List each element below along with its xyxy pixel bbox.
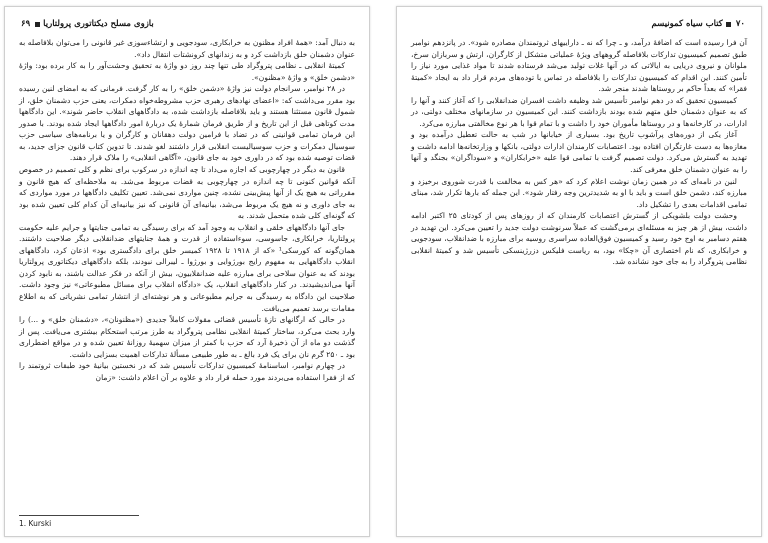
paragraph: آغاز یکی از دوره‌های پرآشوب تاریخ بود. بسیاری از خیابانها در شب به حالت تعطیل درآمده بود و مغازه‌ها به دست غارتگران افتاده بود. اعتصابات کارمندان ادارات دولتی، بانکها و وزارتخانه‌ها ادامه داشت و تهدید به گسترش می‌کرد. دولت تصمیم گرفت با تمامی قوا علیه «خرابکاران» و «سوداگران» بجنگد و آنها را به عنوان دشمنان خلق معرفی کند.	[411, 130, 747, 175]
paragraph: قانون به دیگر در چهارچوبی که اجازه می‌داد تا چه اندازه در سرکوب برای نظم و کلی تصمیم در خصوص آنکه قوانین کنونی تا چه اندازه در چهارچوبی به قضات مربوط می‌شد. به ملاحظه‌ای که هیچ قانون و مقرراتی به هیچ یک از آنها پیش‌بینی نشده، چنین مواردی نمی‌شد. تعیین تکلیف دادگاهها در مورد مواردی که به جای داوری و نه هیچ یک مربوط می‌شد، بیانیه‌ای آن قانونی که نیز بیانیه‌ای آن کدام کلی تعیین شده بود که گونه‌ای کلی شده متحمل شدند. به	[19, 165, 355, 221]
square-bullet-icon	[726, 22, 731, 27]
right-page-header	[411, 17, 747, 31]
square-bullet-icon	[35, 22, 40, 27]
paragraph: کمیتهٔ انقلابی ـ نظامی پتروگراد طی تنها چند روز دو واژهٔ به تحقیق وحشت‌آور را به کار برده بود: واژهٔ «دشمن خلق» و واژهٔ «مظنون».	[19, 61, 355, 82]
left-page-number: ۶۹	[21, 19, 31, 29]
left-page-header	[19, 17, 355, 31]
left-header-title: بازوی مسلح دیکتاتوری پرولتاریا	[43, 19, 154, 29]
paragraph: لنین در نامه‌ای که در همین زمان نوشت اعلام کرد که «هر کس به مخالفت با قدرت شوروی برخیزد و مبارزه کند، دشمن خلق است و باید با او به شدیدترین وجه رفتار شود». این جمله که بارها تکرار شد، مبنای تمامی اقدامات بعدی را تشکیل داد.	[411, 176, 747, 209]
left-page-body	[19, 37, 355, 383]
left-page	[4, 6, 370, 537]
paragraph: به دنبال آمد: «همهٔ افراد مظنون به خرابکاری، سودجویی و ارتشاءسوزی غیر قانونی را می‌توان بلافاصله به عنوان دشمنان خلق بازداشت کرد و به زندانهای کرونشتات انتقال داد».	[19, 38, 355, 59]
right-page-number: ۷۰	[735, 19, 745, 29]
paragraph: وحشت دولت بلشویکی از گسترش اعتصابات کارمندان که از روزهای پس از کودتای ۲۵ اکتبر ادامه داشت، بیش از هر چیز به مسئله‌ای برمی‌گشت که عملاً سرنوشت دولت جدید را تعیین می‌کرد. این تهدید در هفتم دسامبر به اوج خود رسید و کمیسیون فوق‌العاده سراسری روسیه برای مبارزه با ضدانقلاب، سودجویی و خرابکاری، که نام اختصاری آن «چکا» بود، به ریاست فلیکس دزرژینسکی تأسیس شد و کمیتهٔ انقلابی نظامی پتروگراد را به جای خود نشانده شد.	[411, 211, 747, 267]
paragraph: جای آنها دادگاههای خلقی و انقلاب به وجود آمد که برای رسیدگی به تمامی جنایتها و جرایم علیه حکومت پرولتاریا، خرابکاری، جاسوسی، سوءاستفاده از قدرت و همهٔ جنایتهای ضدانقلابی دیگر صلاحیت داشتند. همان‌گونه که کورسکی¹ «که از ۱۹۱۸ تا ۱۹۲۸ کمیسر خلق برای دادگستری بود» اذعان کرد، دادگاههای انقلاب دادگاههایی به مفهوم رایج بورژوایی و بورژوا ـ لیبرالی نبودند، بلکه دادگاههای دیکتاتوری پرولتاریا بودند که به عنوان سلاحی برای مبارزه علیه ضدانقلابیون، بیش از آنکه در فکر عدالت باشند، به نابود کردن آنها می‌اندیشیدند. در کنار دادگاههای انقلاب، یک «دادگاه انقلاب برای مسائل مطبوعاتی» نیز وجود داشت. صلاحیت این دادگاه به رسیدگی به جرایم مطبوعاتی و هر نوشته‌ای از انتشار تمامی نشریاتی که به اطلاع مقامات برسد تعمیم می‌یافت.	[19, 222, 355, 313]
paragraph: در چهارم نوامبر، اساسنامهٔ کمیسیون تدارکات تأسیس شد که در نخستین بیانیهٔ خود طبقات ثروتمند را که از فقرا استفاده می‌بردند مورد حمله قرار داد و علاوه بر آن اعلام داشت: «زمان	[19, 361, 355, 382]
right-page-body	[411, 37, 747, 268]
paragraph: در حالی که ارگانهای تازهٔ تأسیس قضائی مقولات کاملاً جدیدی («مظنونان»، «دشمنان خلق» و ...) را وارد بحث می‌کرد، ساختار کمیتهٔ انقلابی نظامی پتروگراد به طرز مرتب استحکام بیشتری می‌یافت. پس از گذشت دو ماه از آن ذخیرهٔ آرد که حزب با کمتر از میزان سهمیهٔ روزانهٔ تعیین شده و در مواقع اضطراری بود ـ ۲۵۰ گرم نان برای یک فرد بالغ ـ به طور طبیعی مسألهٔ تدارکات اهمیت بسزایی داشت.	[19, 315, 355, 359]
paragraph: آن فرا رسیده است که اضافهٔ درآمد، و ـ چرا که نه ـ داراییهای ثروتمندان مصادره شود». در پانزدهم نوامبر طبق تصمیم کمیسیون تدارکات بلافاصله گروههای ویژهٔ عملیاتی متشکل از کارگران، ارتش و سربازان سرخ، ملوانان و نیروی دریایی به ایالاتی که در آنها غلات تولید می‌شد فرستاده شدند تا مواد غذایی مورد نیاز را تأمین کنند. این اقدام که کمیسیون تدارکات را بلافاصله در تماس با توده‌های مردم قرار داد به ایجاد «کمیتهٔ فقرا» که بعداً حاکم بر روستاها شدند منجر شد.	[411, 38, 747, 94]
paragraph: کمیسیون تحقیق که در دهم نوامبر تأسیس شد وظیفه داشت افسران ضدانقلابی را که آغاز کنند و آنها را که به عنوان دشمنان خلق متهم شده بودند بازداشت کنند. این کمیسیون در سازمانهای مختلف دولتی، در ادارات، در کارخانه‌ها و در روستاها مأموران خود را داشت و با تمام قوا با هر نوع مخالفتی مبارزه می‌کرد.	[411, 95, 747, 128]
right-header-title: کتاب سیاه کمونیسم	[651, 19, 723, 29]
footnote-divider	[19, 515, 139, 516]
paragraph: در ۲۸ نوامبر، سرانجام دولت نیز واژهٔ «دشمن خلق» را به کار گرفت. فرمانی که به امضای لنین رسیده بود مقرر می‌داشت که: «اعضای نهادهای رهبری حزب مشروطه‌خواه دمکرات، یعنی حزب دشمنان خلق، از شمول قانون مستثنا هستند و باید بلافاصله بازداشت شده، به دادگاههای انقلاب حاضر شوند». این دادگاهها مدت کوتاهی قبل از این تاریخ و از طریق فرمان شمارهٔ یک دربارهٔ امور دادگاهها ایجاد شده بودند. با صدور این فرمان تمامی قوانینی که در تضاد با فرامین دولت دهقانان و کارگران و یا برنامه‌های سیاسی حزب سوسیال دمکرات و حزب سوسیالیست انقلابی قرار داشتند لغو شدند. تا تدوین کتاب قانون جزای جدید، به قضات توصیه شده بود که در داوری خود به جای قانون، «آگاهی انقلابی» را ملاک قرار دهند.	[19, 84, 355, 163]
footnote: 1. Kurski	[19, 519, 52, 528]
right-page	[396, 6, 762, 537]
